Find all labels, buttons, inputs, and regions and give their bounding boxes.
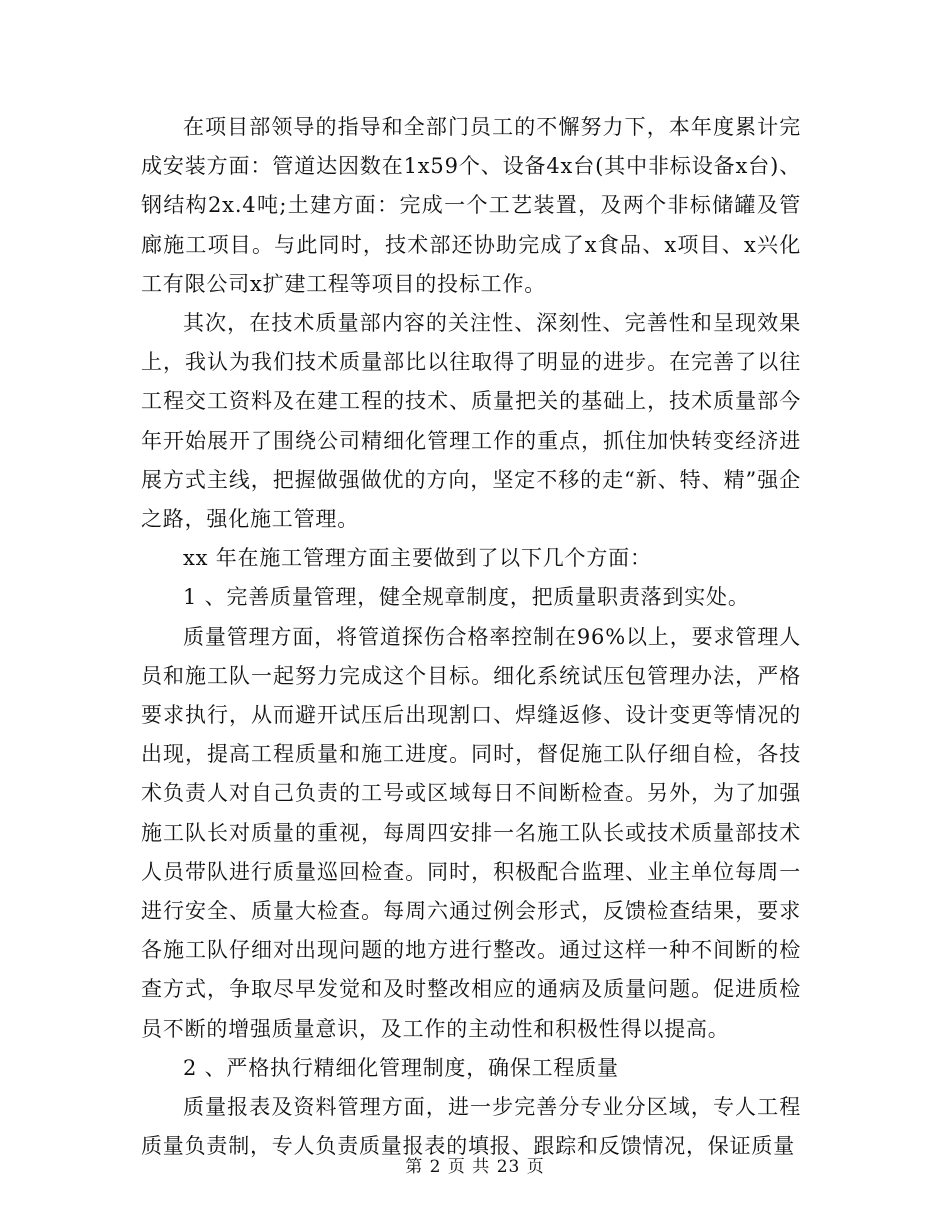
page-number-footer: 第 2 页 共 23 页 [405, 1157, 545, 1177]
paragraph-quality-reports: 质量报表及资料管理方面，进一步完善分专业分区域，专人工程质量负责制，专人负责质量报表的填报、跟踪和反馈情况，保证质量 [141, 1095, 801, 1159]
paragraph-intro: xx 年在施工管理方面主要做到了以下几个方面： [183, 546, 652, 571]
section-heading-1: 1 、完善质量管理，健全规章制度，把质量职责落到实处。 [183, 585, 750, 610]
paragraph-progress: 其次，在技术质量部内容的关注性、深刻性、完善性和呈现效果上，我认为我们技术质量部比以往取得了明显的进步。在完善了以往工程交工资料及在建工程的技术、质量把关的基础上，技术质量部今年开始展开了围绕公司精细化管理工作的重点，抓住加快转变经济进展方式主线，把握做强做优的方向，坚定不移的走“新、特、精”强企之路，强化施工管理。 [141, 311, 801, 532]
document-body [141, 108, 801, 1166]
paragraph-quality-management: 质量管理方面，将管道探伤合格率控制在96%以上，要求管理人员和施工队一起努力完成这个目标。细化系统试压包管理办法，严格要求执行，从而避开试压后出现割口、焊缝返修、设计变更等情况的出现，提高工程质量和施工进度。同时，督促施工队仔细自检，各技术负责人对自己负责的工号或区域每日不间断检查。另外，为了加强施工队长对质量的重视，每周四安排一名施工队长或技术质量部技术人员带队进行质量巡回检查。同时，积极配合监理、业主单位每周一进行安全、质量大检查。每周六通过例会形式，反馈检查结果，要求各施工队仔细对出现问题的地方进行整改。通过这样一种不间断的检查方式，争取尽早发觉和及时整改相应的通病及质量问题。促进质检员不断的增强质量意识，及工作的主动性和积极性得以提高。 [141, 624, 801, 1041]
section-heading-2: 2 、严格执行精细化管理制度，确保工程质量 [183, 1055, 619, 1080]
paragraph-summary: 在项目部领导的指导和全部门员工的不懈努力下，本年度累计完成安装方面：管道达因数在1x59个、设备4x台(其中非标设备x台)、钢结构2x.4吨;土建方面：完成一个工艺装置，及两个非标储罐及管廊施工项目。与此同时，技术部还协助完成了x食品、x项目、x兴化工有限公司x扩建工程等项目的投标工作。 [141, 115, 801, 296]
